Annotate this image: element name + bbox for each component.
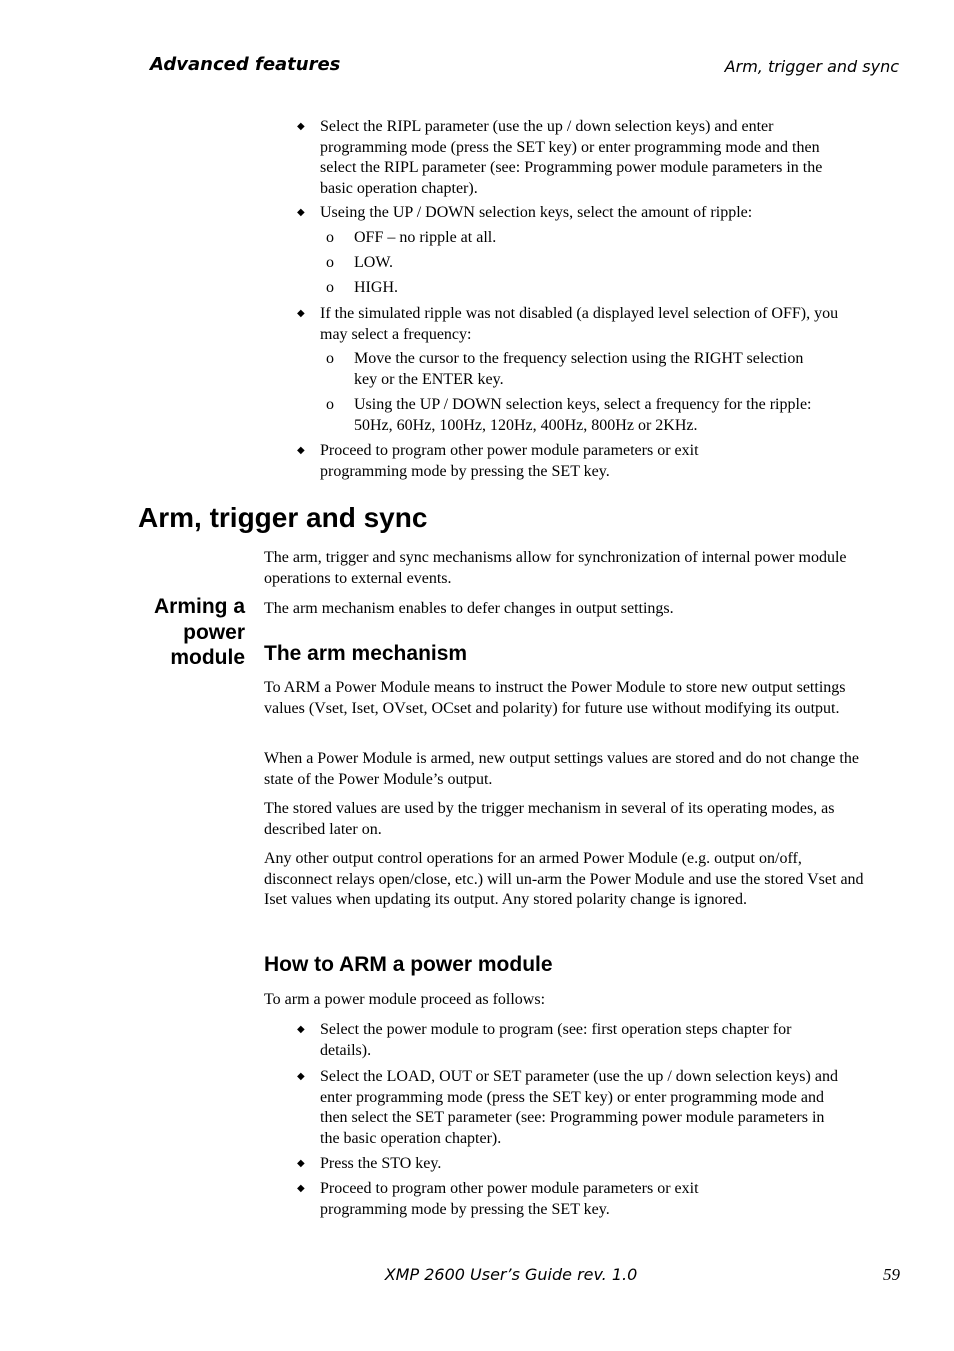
- footer-guide-text: XMP 2600 User’s Guide rev. 1.0: [384, 1265, 638, 1284]
- diamond-bullet-icon: ◆: [297, 445, 305, 456]
- circle-bullet-icon: o: [326, 350, 334, 367]
- sub-list-item: [326, 278, 824, 299]
- list-item: [297, 203, 840, 224]
- subheading-arm-mechanism: The arm mechanism: [264, 642, 468, 665]
- list-item-text: Proceed to program other power module parameters or exit programming mode by pressing the SET key.: [320, 1180, 699, 1218]
- diamond-bullet-icon: ◆: [297, 1071, 305, 1082]
- paragraph: The stored values are used by the trigger mechanism in several of its operating modes, as described later on.: [264, 800, 835, 838]
- list-item-text: Useing the UP / DOWN selection keys, select the amount of ripple:: [320, 204, 753, 221]
- header-topic-title: Arm, trigger and sync: [724, 57, 899, 76]
- sub-list-item-text: Move the cursor to the frequency selection using the RIGHT selection key or the ENTER key.: [354, 350, 804, 388]
- circle-bullet-icon: o: [326, 229, 334, 246]
- diamond-bullet-icon: ◆: [297, 1024, 305, 1035]
- circle-bullet-icon: o: [326, 396, 334, 413]
- header-section-title: Advanced features: [150, 54, 341, 75]
- subheading-how-to-arm: How to ARM a power module: [264, 953, 553, 976]
- sub-list-item-text: LOW.: [354, 254, 393, 271]
- sub-list-item: [326, 228, 824, 249]
- paragraph: Any other output control operations for an armed Power Module (e.g. output on/off, disconnect relays open/close, etc.) will un-arm the Power Module and use the stored Vset and Iset values when updating its output. Any stored polarity change is ignored.: [264, 850, 864, 908]
- list-item-text: Proceed to program other power module parameters or exit programming mode by pressing the SET key.: [320, 442, 699, 480]
- side-title: Arming a power module: [153, 595, 245, 669]
- arming-intro: The arm mechanism enables to defer changes in output settings.: [264, 600, 674, 617]
- diamond-bullet-icon: ◆: [297, 207, 305, 218]
- diamond-bullet-icon: ◆: [297, 121, 305, 132]
- page-number: 59: [883, 1265, 900, 1284]
- list-item: [297, 441, 780, 482]
- circle-bullet-icon: o: [326, 254, 334, 271]
- section-intro: The arm, trigger and sync mechanisms allow for synchronization of internal power module operations to external events.: [264, 549, 847, 587]
- list-item: [297, 1179, 780, 1220]
- list-item-text: Select the power module to program (see: first operation steps chapter for details).: [320, 1021, 792, 1059]
- list-item-text: Select the LOAD, OUT or SET parameter (use the up / down selection keys) and enter programming mode (press the SET key) or enter programming mode and then select the SET parameter (see: Programming power module parameters in the basic operation chapter).: [320, 1068, 838, 1147]
- sub-list-item: [326, 349, 824, 390]
- sub-list-item-text: Using the UP / DOWN selection keys, select a frequency for the ripple: 50Hz, 60Hz, 100Hz, 120Hz, 400Hz, 800Hz or 2KHz.: [354, 396, 812, 434]
- paragraph: To ARM a Power Module means to instruct the Power Module to store new output settings values (Vset, Iset, OVset, OCset and polarity) for future use without modifying its output.: [264, 679, 846, 717]
- list-item-text: If the simulated ripple was not disabled (a displayed level selection of OFF), you may select a frequency:: [320, 305, 839, 343]
- sub-list-item: [326, 395, 824, 436]
- paragraph: To arm a power module proceed as follows:: [264, 991, 546, 1008]
- sub-list-item-text: OFF – no ripple at all.: [354, 229, 497, 246]
- diamond-bullet-icon: ◆: [297, 308, 305, 319]
- footer-guide-title: [0, 1265, 954, 1284]
- diamond-bullet-icon: ◆: [297, 1183, 305, 1194]
- list-item: [297, 117, 840, 199]
- paragraph: When a Power Module is armed, new output settings values are stored and do not change the state of the Power Module’s output.: [264, 750, 859, 788]
- sub-list-item: [326, 253, 824, 274]
- list-item-text: Press the STO key.: [320, 1155, 442, 1172]
- list-item: [297, 1154, 830, 1175]
- sub-list-item-text: HIGH.: [354, 279, 398, 296]
- list-item: [297, 1067, 840, 1149]
- list-item: [297, 1020, 830, 1061]
- circle-bullet-icon: o: [326, 279, 334, 296]
- list-item: [297, 304, 840, 345]
- section-heading: Arm, trigger and sync: [138, 502, 428, 533]
- diamond-bullet-icon: ◆: [297, 1158, 305, 1169]
- list-item-text: Select the RIPL parameter (use the up / down selection keys) and enter programming mode (press the SET key) or enter programming mode and then select the RIPL parameter (see: Programming power module parameters in the basic operation chapter).: [320, 118, 823, 197]
